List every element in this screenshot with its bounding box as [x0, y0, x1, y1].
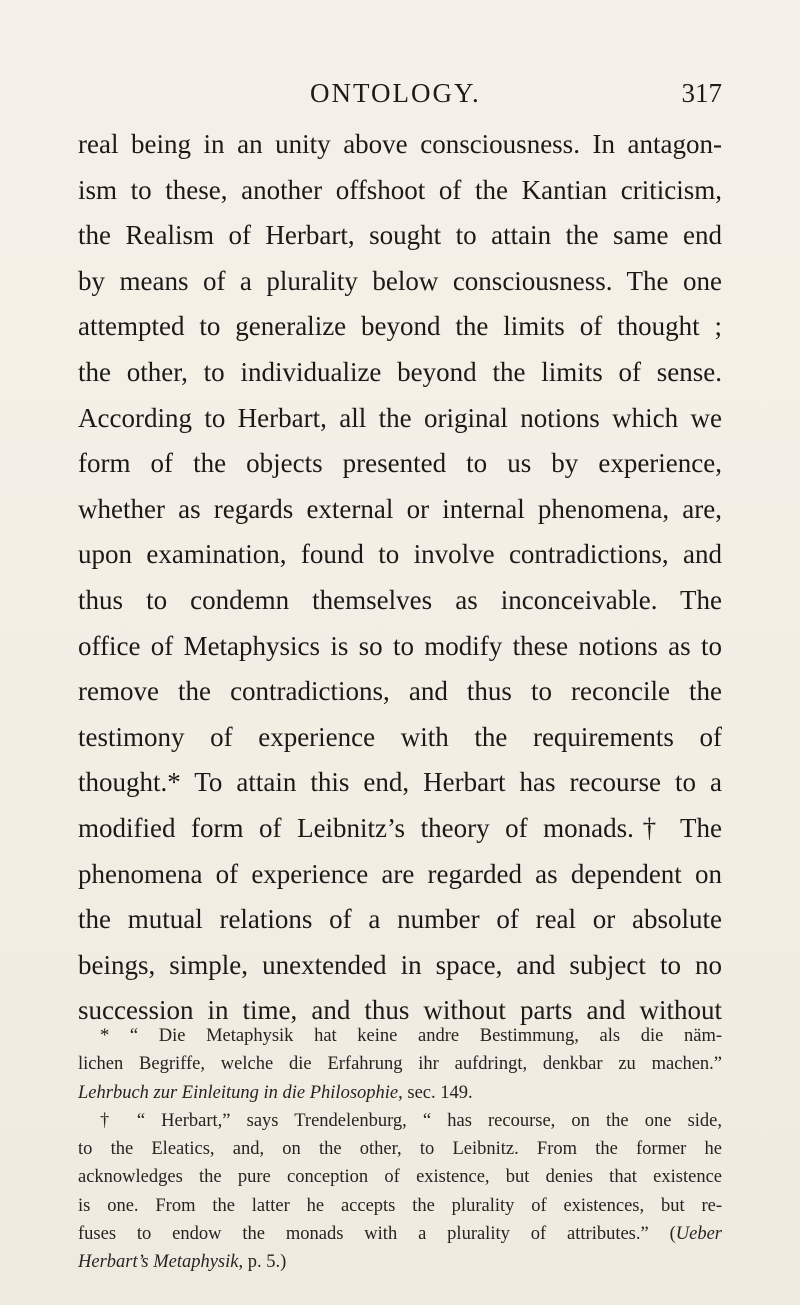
cited-title: Herbart’s Metaphysik: [78, 1252, 239, 1273]
page-number: 317: [681, 78, 722, 108]
text-line: whether as regards external or internal phenomena, are,: [78, 493, 722, 524]
text-line: the mutual relations of a number of real or absolute: [78, 904, 722, 935]
footnote-line: is one. From the latter he accepts the plurality of existences, but re-: [78, 1195, 722, 1216]
footnotes: [78, 1022, 722, 1277]
text-line: the other, to individualize beyond the limits of sense.: [78, 356, 722, 387]
footnote-line: lichen Begriffe, welche die Erfahrung ihr aufdringt, denkbar zu machen.”: [78, 1054, 722, 1075]
text-line: upon examination, found to involve contradictions, and: [78, 539, 722, 570]
footnote-text: fuses to endow the monads with a plurality of attributes.” (: [78, 1224, 676, 1245]
text-line: thus to condemn themselves as inconceivable. The: [78, 584, 722, 615]
footnote-line: acknowledges the pure conception of existence, but denies that existence: [78, 1167, 722, 1188]
text-line: office of Metaphysics is so to modify these notions as to: [78, 630, 722, 661]
text-line: beings, simple, unextended in space, and subject to no: [78, 949, 722, 980]
footnote-2: [78, 1107, 722, 1277]
running-head: ONTOLOGY.: [310, 78, 481, 108]
cited-title: Ueber: [675, 1224, 722, 1245]
citation-detail: , p. 5.): [238, 1252, 287, 1273]
citation-detail: , sec. 149.: [398, 1082, 473, 1103]
text-line: modified form of Leibnitz’s theory of monads.† The: [78, 812, 722, 843]
footnote-line: [78, 1220, 722, 1248]
text-line: succession in time, and thus without parts and without: [78, 995, 722, 1026]
page-header: [78, 78, 722, 114]
text-line: According to Herbart, all the original notions which we: [78, 402, 722, 433]
text-line: the Realism of Herbart, sought to attain the same end: [78, 220, 722, 251]
text-line: phenomena of experience are regarded as dependent on: [78, 858, 722, 889]
footnote-line: † “ Herbart,” says Trendelenburg, “ has recourse, on the one side,: [100, 1110, 722, 1131]
text-line: remove the contradictions, and thus to reconcile the: [78, 676, 722, 707]
footnote-1: [78, 1022, 722, 1107]
footnote-line: to the Eleatics, and, on the other, to Leibnitz. From the former he: [78, 1139, 722, 1160]
text-line: real being in an unity above consciousness. In antagon-: [78, 129, 722, 159]
footnote-line: [78, 1079, 722, 1107]
text-line: ism to these, another offshoot of the Kantian criticism,: [78, 174, 722, 205]
main-text: [78, 122, 722, 1034]
text-line: attempted to generalize beyond the limits of thought ;: [78, 311, 722, 342]
text-line: testimony of experience with the requirements of: [78, 721, 722, 752]
text-line: by means of a plurality below consciousness. The one: [78, 265, 722, 296]
text-line: thought.* To attain this end, Herbart has recourse to a: [78, 767, 722, 798]
footnote-line: * “ Die Metaphysik hat keine andre Bestimmung, als die näm-: [100, 1026, 722, 1046]
text-line: form of the objects presented to us by experience,: [78, 448, 722, 479]
cited-title: Lehrbuch zur Einleitung in die Philosophie: [78, 1082, 399, 1103]
footnote-line: [78, 1248, 722, 1276]
